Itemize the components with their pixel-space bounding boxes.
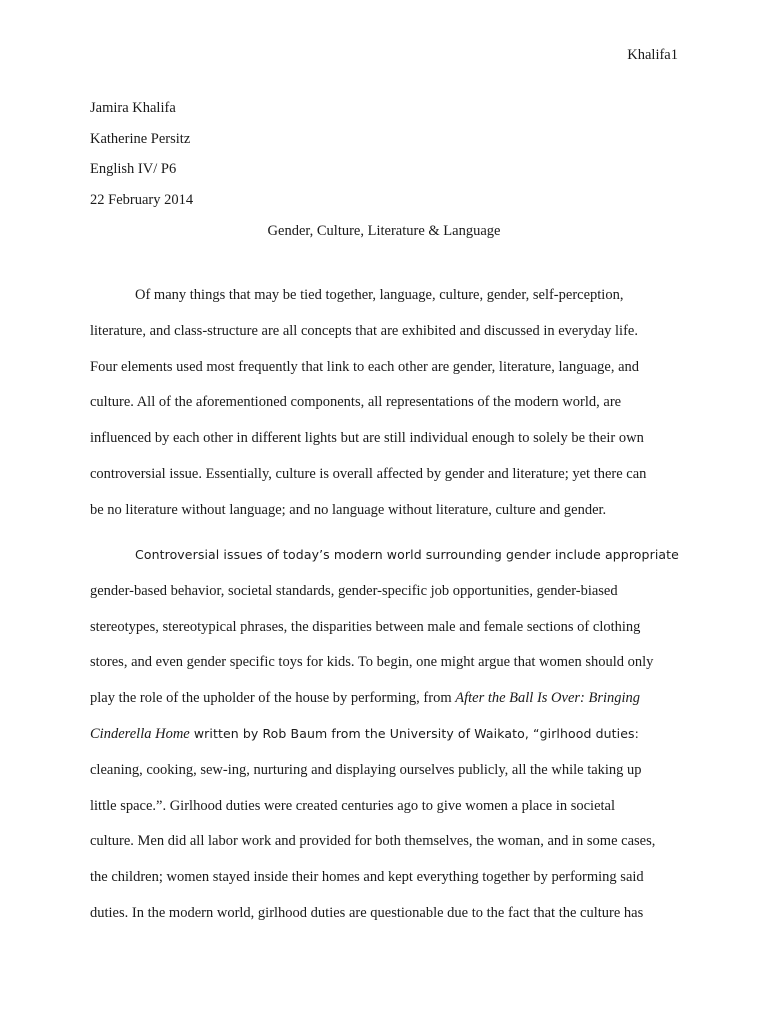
text-line: duties. In the modern world, girlhood duties are questionable due to the fact that the culture has [90, 904, 644, 921]
text-line: be no literature without language; and no language without literature, culture and gender. [90, 501, 607, 518]
course-name: English IV/ P6 [90, 161, 177, 177]
text-line: little space.”. Girlhood duties were created centuries ago to give women a place in societal [90, 797, 616, 814]
author-name: Jamira Khalifa [90, 100, 176, 116]
running-header: Khalifa1 [627, 47, 678, 63]
instructor-name: Katherine Persitz [90, 130, 191, 147]
mla-heading [90, 99, 193, 221]
text-line: literature, and class-structure are all concepts that are exhibited and discussed in everyday life. [90, 322, 638, 339]
text-line: cleaning, cooking, sew-ing, nurturing and displaying ourselves publicly, all the while taking up [90, 761, 642, 778]
essay-title: Gender, Culture, Literature & Language [267, 223, 501, 239]
text-line: stores, and even gender specific toys for kids. To begin, one might argue that women should only [90, 654, 654, 671]
text-line: controversial issue. Essentially, culture is overall affected by gender and literature; yet there can [90, 465, 647, 482]
book-title-italic: After the Ball Is Over: Bringing [455, 690, 641, 707]
text-line [90, 689, 690, 725]
text-line: stereotypes, stereotypical phrases, the disparities between male and female sections of clothing [90, 618, 641, 635]
text-line [90, 725, 690, 761]
book-title-italic: Cinderella Home [90, 725, 190, 742]
text-line: Four elements used most frequently that link to each other are gender, literature, language, and [90, 358, 640, 375]
paragraph-2 [90, 546, 690, 940]
text-run: written by Rob Baum from the University of Waikato, “girlhood duties: [189, 725, 639, 741]
text-line: culture. Men did all labor work and provided for both themselves, the woman, and in some cases, [90, 833, 656, 850]
text-line: Of many things that may be tied together, language, culture, gender, self-perception, [135, 287, 624, 303]
text-run: play the role of the upholder of the house by performing, from [90, 690, 456, 707]
text-line: culture. All of the aforementioned components, all representations of the modern world, are [90, 394, 622, 411]
text-line: influenced by each other in different lights but are still individual enough to solely be their own [90, 430, 644, 447]
text-run: Controversial issues of today’s modern world surrounding gender include appropriate [135, 547, 679, 562]
text-line: gender-based behavior, societal standards, gender-specific job opportunities, gender-biased [90, 582, 618, 599]
paragraph-1 [90, 286, 690, 537]
text-line: the children; women stayed inside their homes and kept everything together by performing said [90, 869, 644, 886]
text-line [90, 546, 690, 582]
essay-date: 22 February 2014 [90, 191, 194, 208]
